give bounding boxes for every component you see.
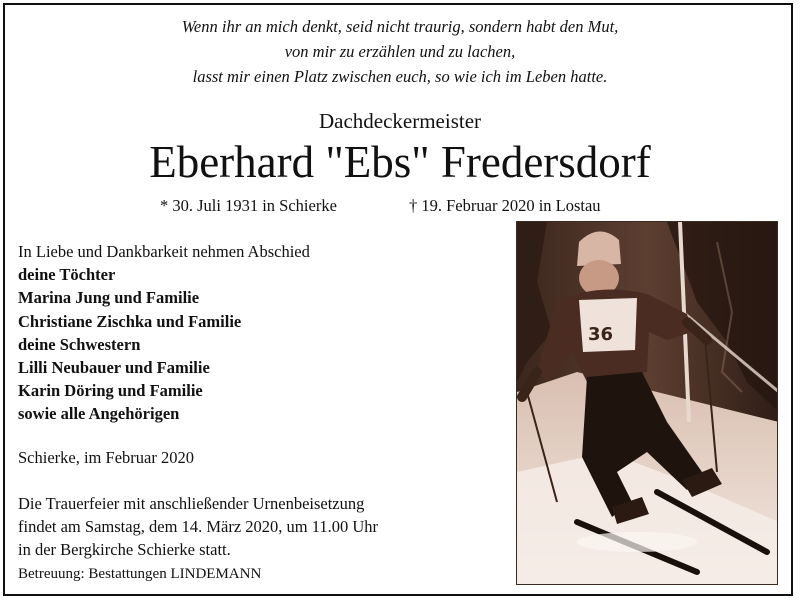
birth-date: * 30. Juli 1931 in Schierke (160, 196, 337, 215)
mourner-line: Lilli Neubauer und Familie (18, 358, 210, 378)
place-date: Schierke, im Februar 2020 (18, 448, 194, 467)
mourner-line: Christiane Zischka und Familie (18, 311, 242, 331)
mourners-list (18, 240, 310, 426)
mourner-line: sowie alle Angehörigen (18, 404, 180, 424)
poem-line: von mir zu erzählen und zu lachen, (284, 42, 516, 61)
poem-line: lasst mir einen Platz zwischen euch, so wie ich im Leben hatte. (192, 67, 608, 86)
undertaker-credit: Betreuung: Bestattungen LINDEMANN (18, 566, 262, 582)
skier-photo-illustration (517, 222, 778, 585)
bib-number: 36 (588, 324, 614, 345)
funeral-notice (18, 492, 378, 561)
mourner-line: deine Töchter (18, 265, 116, 285)
deceased-title: Dachdeckermeister (318, 109, 482, 133)
mourner-line: Marina Jung und Familie (18, 288, 200, 308)
deceased-name: Eberhard "Ebs" Fredersdorf (149, 137, 651, 187)
funeral-line: findet am Samstag, dem 14. März 2020, um 11.00 Uhr (18, 517, 379, 536)
poem-line: Wenn ihr an mich denkt, seid nicht traurig, sondern habt den Mut, (181, 17, 619, 36)
poem (0, 14, 800, 89)
mourner-line: deine Schwestern (18, 334, 141, 354)
skier-photo (516, 221, 778, 585)
death-date: † 19. Februar 2020 in Lostau (409, 196, 601, 215)
funeral-line: in der Bergkirche Schierke statt. (18, 540, 231, 559)
funeral-line: Die Trauerfeier mit anschließender Urnenbeisetzung (18, 494, 365, 513)
mourners-intro: In Liebe und Dankbarkeit nehmen Abschied (18, 242, 310, 261)
mourner-line: Karin Döring und Familie (18, 381, 203, 401)
